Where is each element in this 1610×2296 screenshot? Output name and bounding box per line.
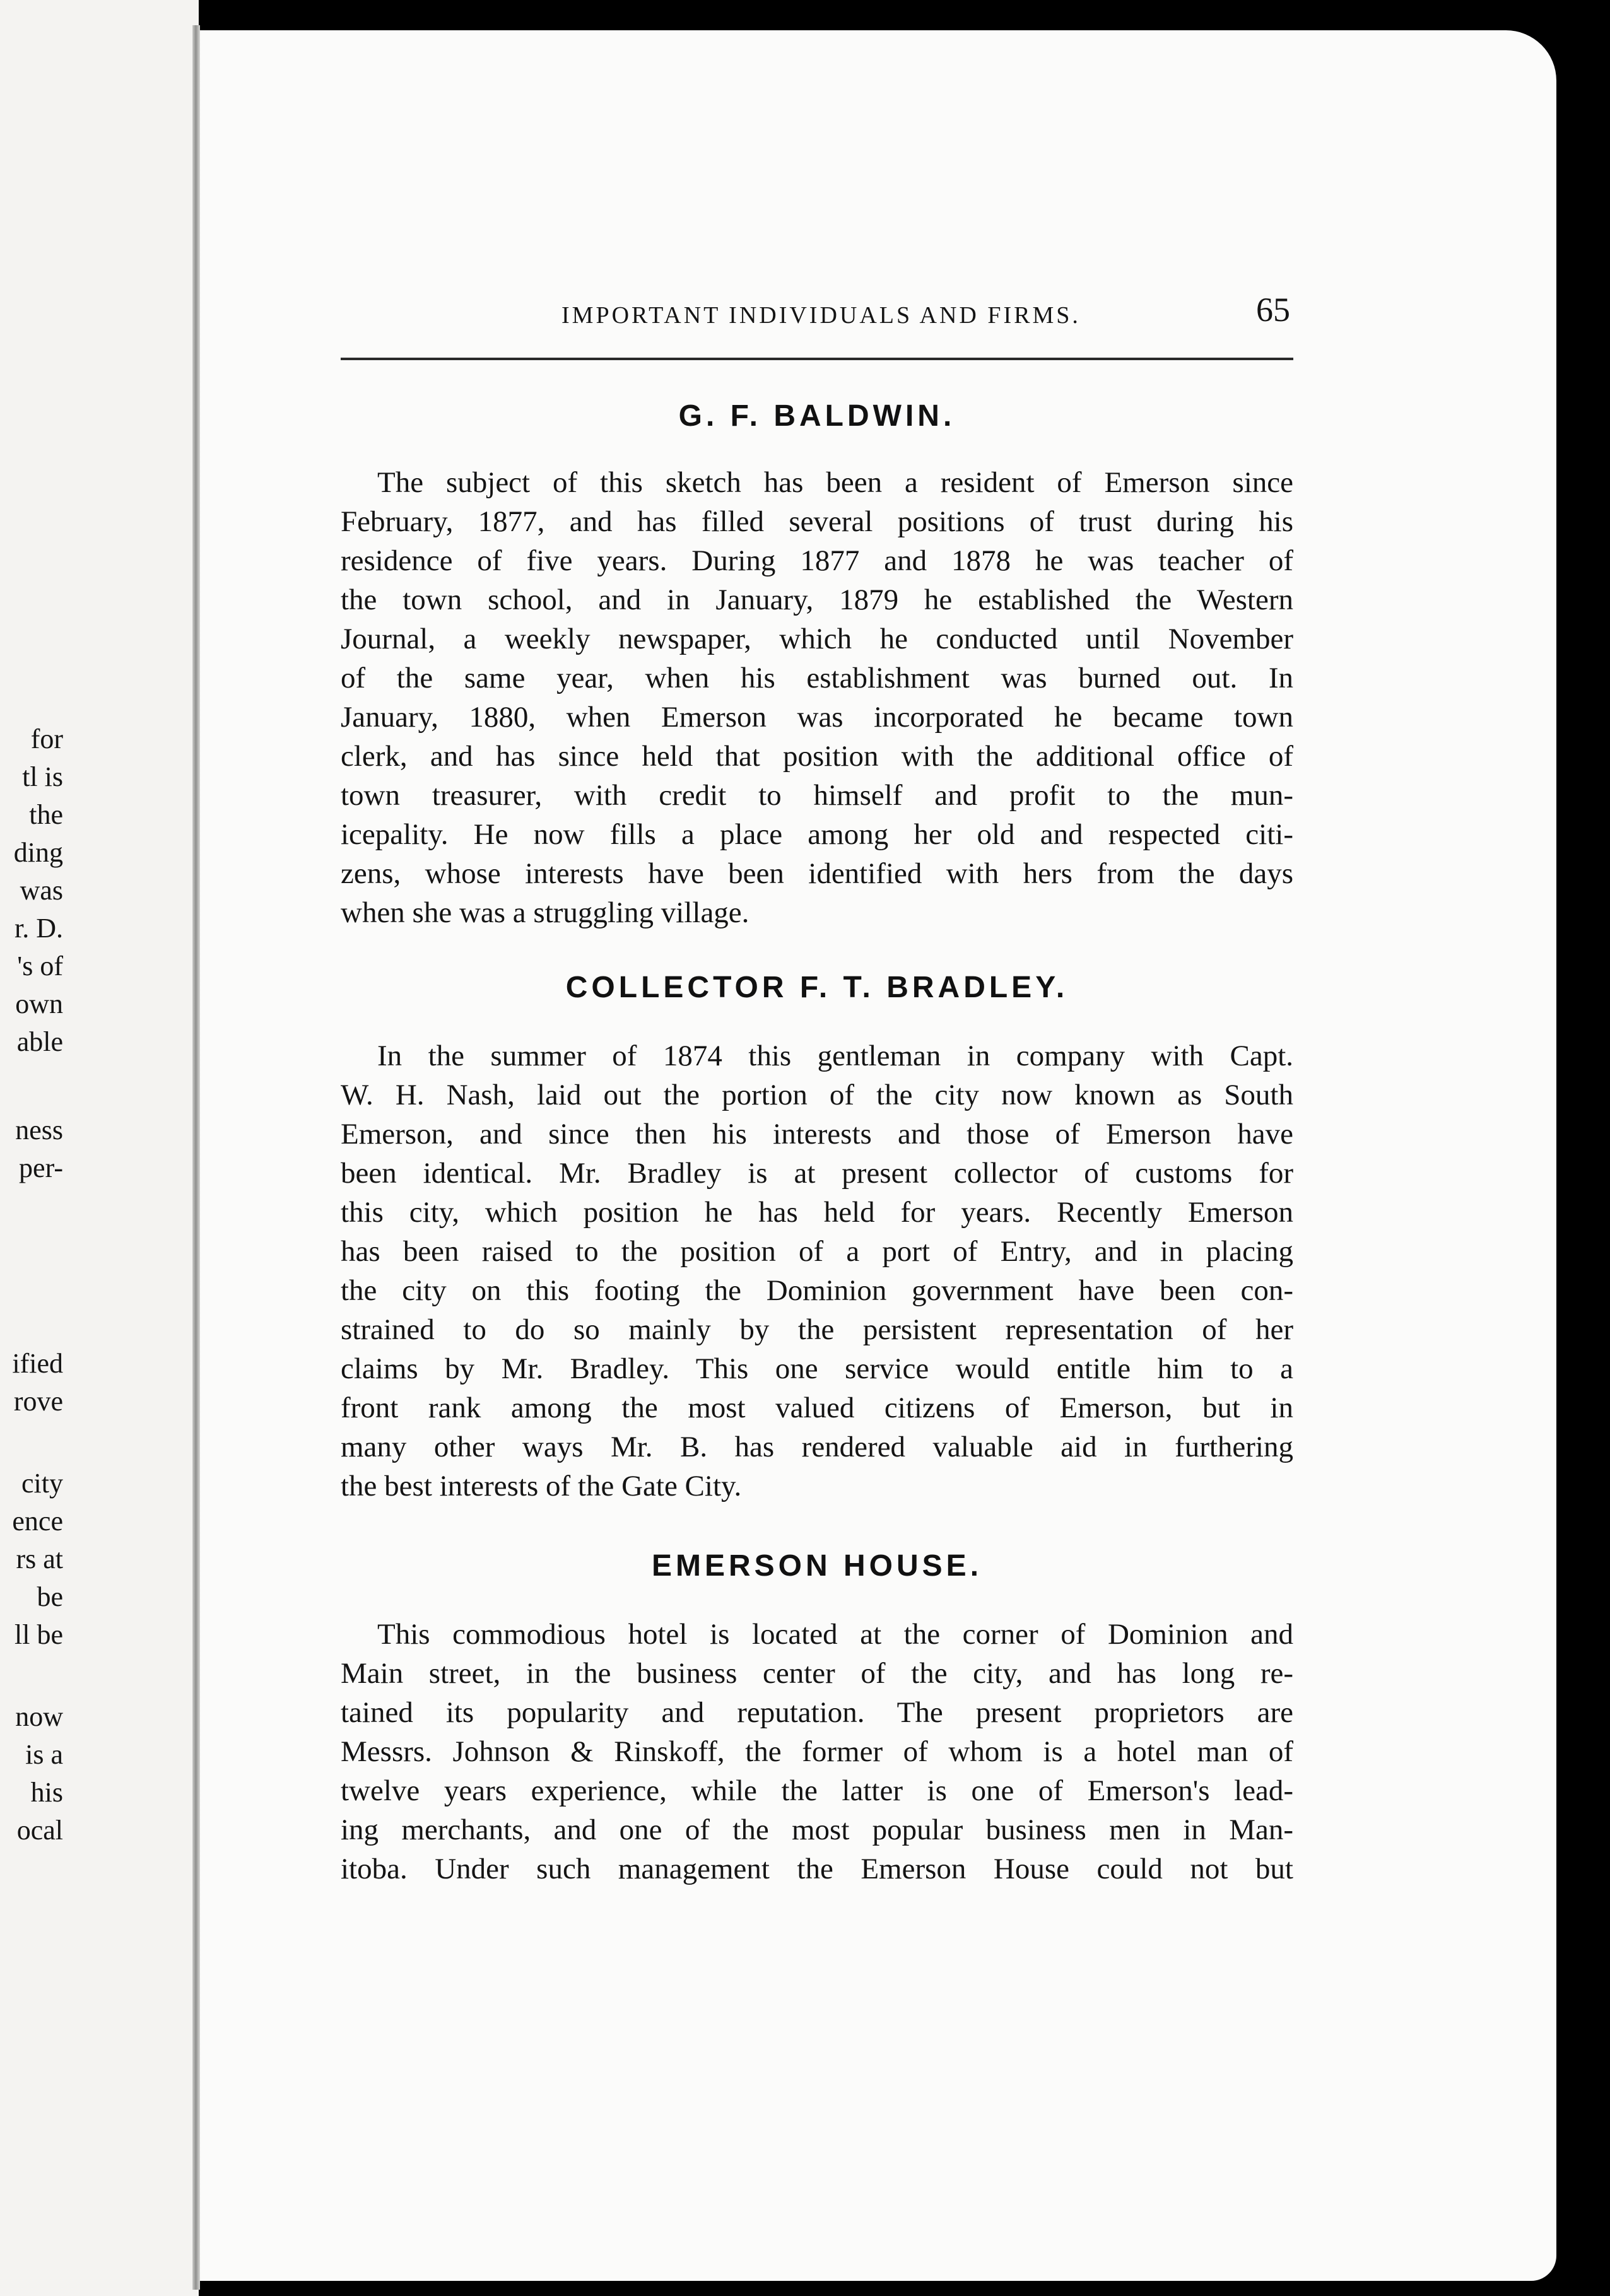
paragraph-baldwin xyxy=(341,463,1293,932)
left-margin-fragment: r. D. xyxy=(15,913,63,944)
left-margin-fragment: was xyxy=(20,875,63,906)
text-line: The subject of this sketch has been a resident of Emerson since xyxy=(377,466,1293,499)
text-line: zens, whose interests have been identified with hers from the days xyxy=(341,857,1293,890)
text-line: clerk, and has since held that position with the additional office of xyxy=(341,740,1293,773)
left-margin-fragment: his xyxy=(30,1777,63,1808)
text-line: Journal, a weekly newspaper, which he conducted until November xyxy=(341,623,1293,655)
text-line: has been raised to the position of a port of Entry, and in placing xyxy=(341,1235,1293,1268)
text-line: this city, which position he has held for years. Recently Emerson xyxy=(341,1196,1293,1229)
text-line: the city on this footing the Dominion government have been con- xyxy=(341,1274,1293,1307)
text-line: Messrs. Johnson & Rinskoff, the former of whom is a hotel man of xyxy=(341,1735,1293,1768)
left-margin-fragment: for xyxy=(30,723,63,754)
left-margin-fragment: ll be xyxy=(15,1619,63,1650)
text-line: Main street, in the business center of the city, and has long re- xyxy=(341,1657,1293,1690)
text-line: claims by Mr. Bradley. This one service would entitle him to a xyxy=(341,1352,1293,1385)
paragraph-bradley xyxy=(341,1036,1293,1506)
text-line: many other ways Mr. B. has rendered valuable aid in furthering xyxy=(341,1431,1293,1463)
text-line: been identical. Mr. Bradley is at present collector of customs for xyxy=(341,1157,1293,1190)
book-gutter xyxy=(192,25,200,2290)
text-line: Emerson, and since then his interests and those of Emerson have xyxy=(341,1118,1293,1151)
text-line: the best interests of the Gate City. xyxy=(341,1470,742,1502)
left-margin-fragment: ocal xyxy=(16,1815,63,1846)
text-line: residence of five years. During 1877 and 1878 he was teacher of xyxy=(341,544,1293,577)
left-margin-fragment: own xyxy=(15,988,63,1019)
text-line: town treasurer, with credit to himself and profit to the mun- xyxy=(341,779,1293,812)
section-heading-baldwin: G. F. BALDWIN. xyxy=(678,399,956,433)
text-line: front rank among the most valued citizens of Emerson, but in xyxy=(341,1391,1293,1424)
text-line: strained to do so mainly by the persistent representation of her xyxy=(341,1313,1293,1346)
section-heading-bradley: COLLECTOR F. T. BRADLEY. xyxy=(565,971,1069,1004)
text-line: tained its popularity and reputation. The present proprietors are xyxy=(341,1696,1293,1729)
left-margin-fragment: tl is xyxy=(22,761,63,792)
text-line: This commodious hotel is located at the corner of Dominion and xyxy=(377,1618,1293,1651)
left-margin-fragment: be xyxy=(37,1581,63,1612)
text-line: W. H. Nash, laid out the portion of the city now known as South xyxy=(341,1079,1293,1111)
text-line: icepality. He now fills a place among her old and respected citi- xyxy=(341,818,1293,851)
left-margin-fragment: now xyxy=(15,1701,63,1732)
left-margin-fragment: rs at xyxy=(16,1543,63,1574)
text-line: In the summer of 1874 this gentleman in company with Capt. xyxy=(377,1040,1293,1072)
running-header xyxy=(561,290,1290,341)
running-title: IMPORTANT INDIVIDUALS AND FIRMS. xyxy=(561,302,1081,329)
left-margin-fragment: 's of xyxy=(17,951,63,981)
left-margin-fragment: ified xyxy=(12,1348,63,1379)
left-margin-fragment: ding xyxy=(13,837,63,868)
left-margin-fragment: city xyxy=(21,1468,63,1499)
text-line: of the same year, when his establishment was burned out. In xyxy=(341,662,1293,694)
text-line: when she was a struggling village. xyxy=(341,896,749,929)
left-margin-fragment: ence xyxy=(12,1506,63,1537)
left-margin-fragment: the xyxy=(29,799,63,830)
left-margin-fragment: ness xyxy=(15,1115,63,1145)
left-margin-fragment: is a xyxy=(25,1739,63,1770)
text-line: twelve years experience, while the latter is one of Emerson's lead- xyxy=(341,1774,1293,1807)
paragraph-emerson-house xyxy=(341,1615,1293,1889)
text-line: the town school, and in January, 1879 he established the Western xyxy=(341,583,1293,616)
left-page-edge xyxy=(0,0,199,2296)
text-line: January, 1880, when Emerson was incorporated he became town xyxy=(341,701,1293,734)
text-line: itoba. Under such management the Emerson House could not but xyxy=(341,1853,1293,1885)
left-margin-fragment: rove xyxy=(13,1386,63,1417)
left-margin-fragment: per- xyxy=(19,1152,63,1183)
text-line: February, 1877, and has filled several positions of trust during his xyxy=(341,505,1293,538)
header-rule xyxy=(341,358,1293,360)
section-heading-emerson-house: EMERSON HOUSE. xyxy=(651,1549,983,1583)
left-margin-fragment: able xyxy=(16,1026,63,1057)
text-line: ing merchants, and one of the most popular business men in Man- xyxy=(341,1813,1293,1846)
page-number: 65 xyxy=(1256,291,1290,329)
